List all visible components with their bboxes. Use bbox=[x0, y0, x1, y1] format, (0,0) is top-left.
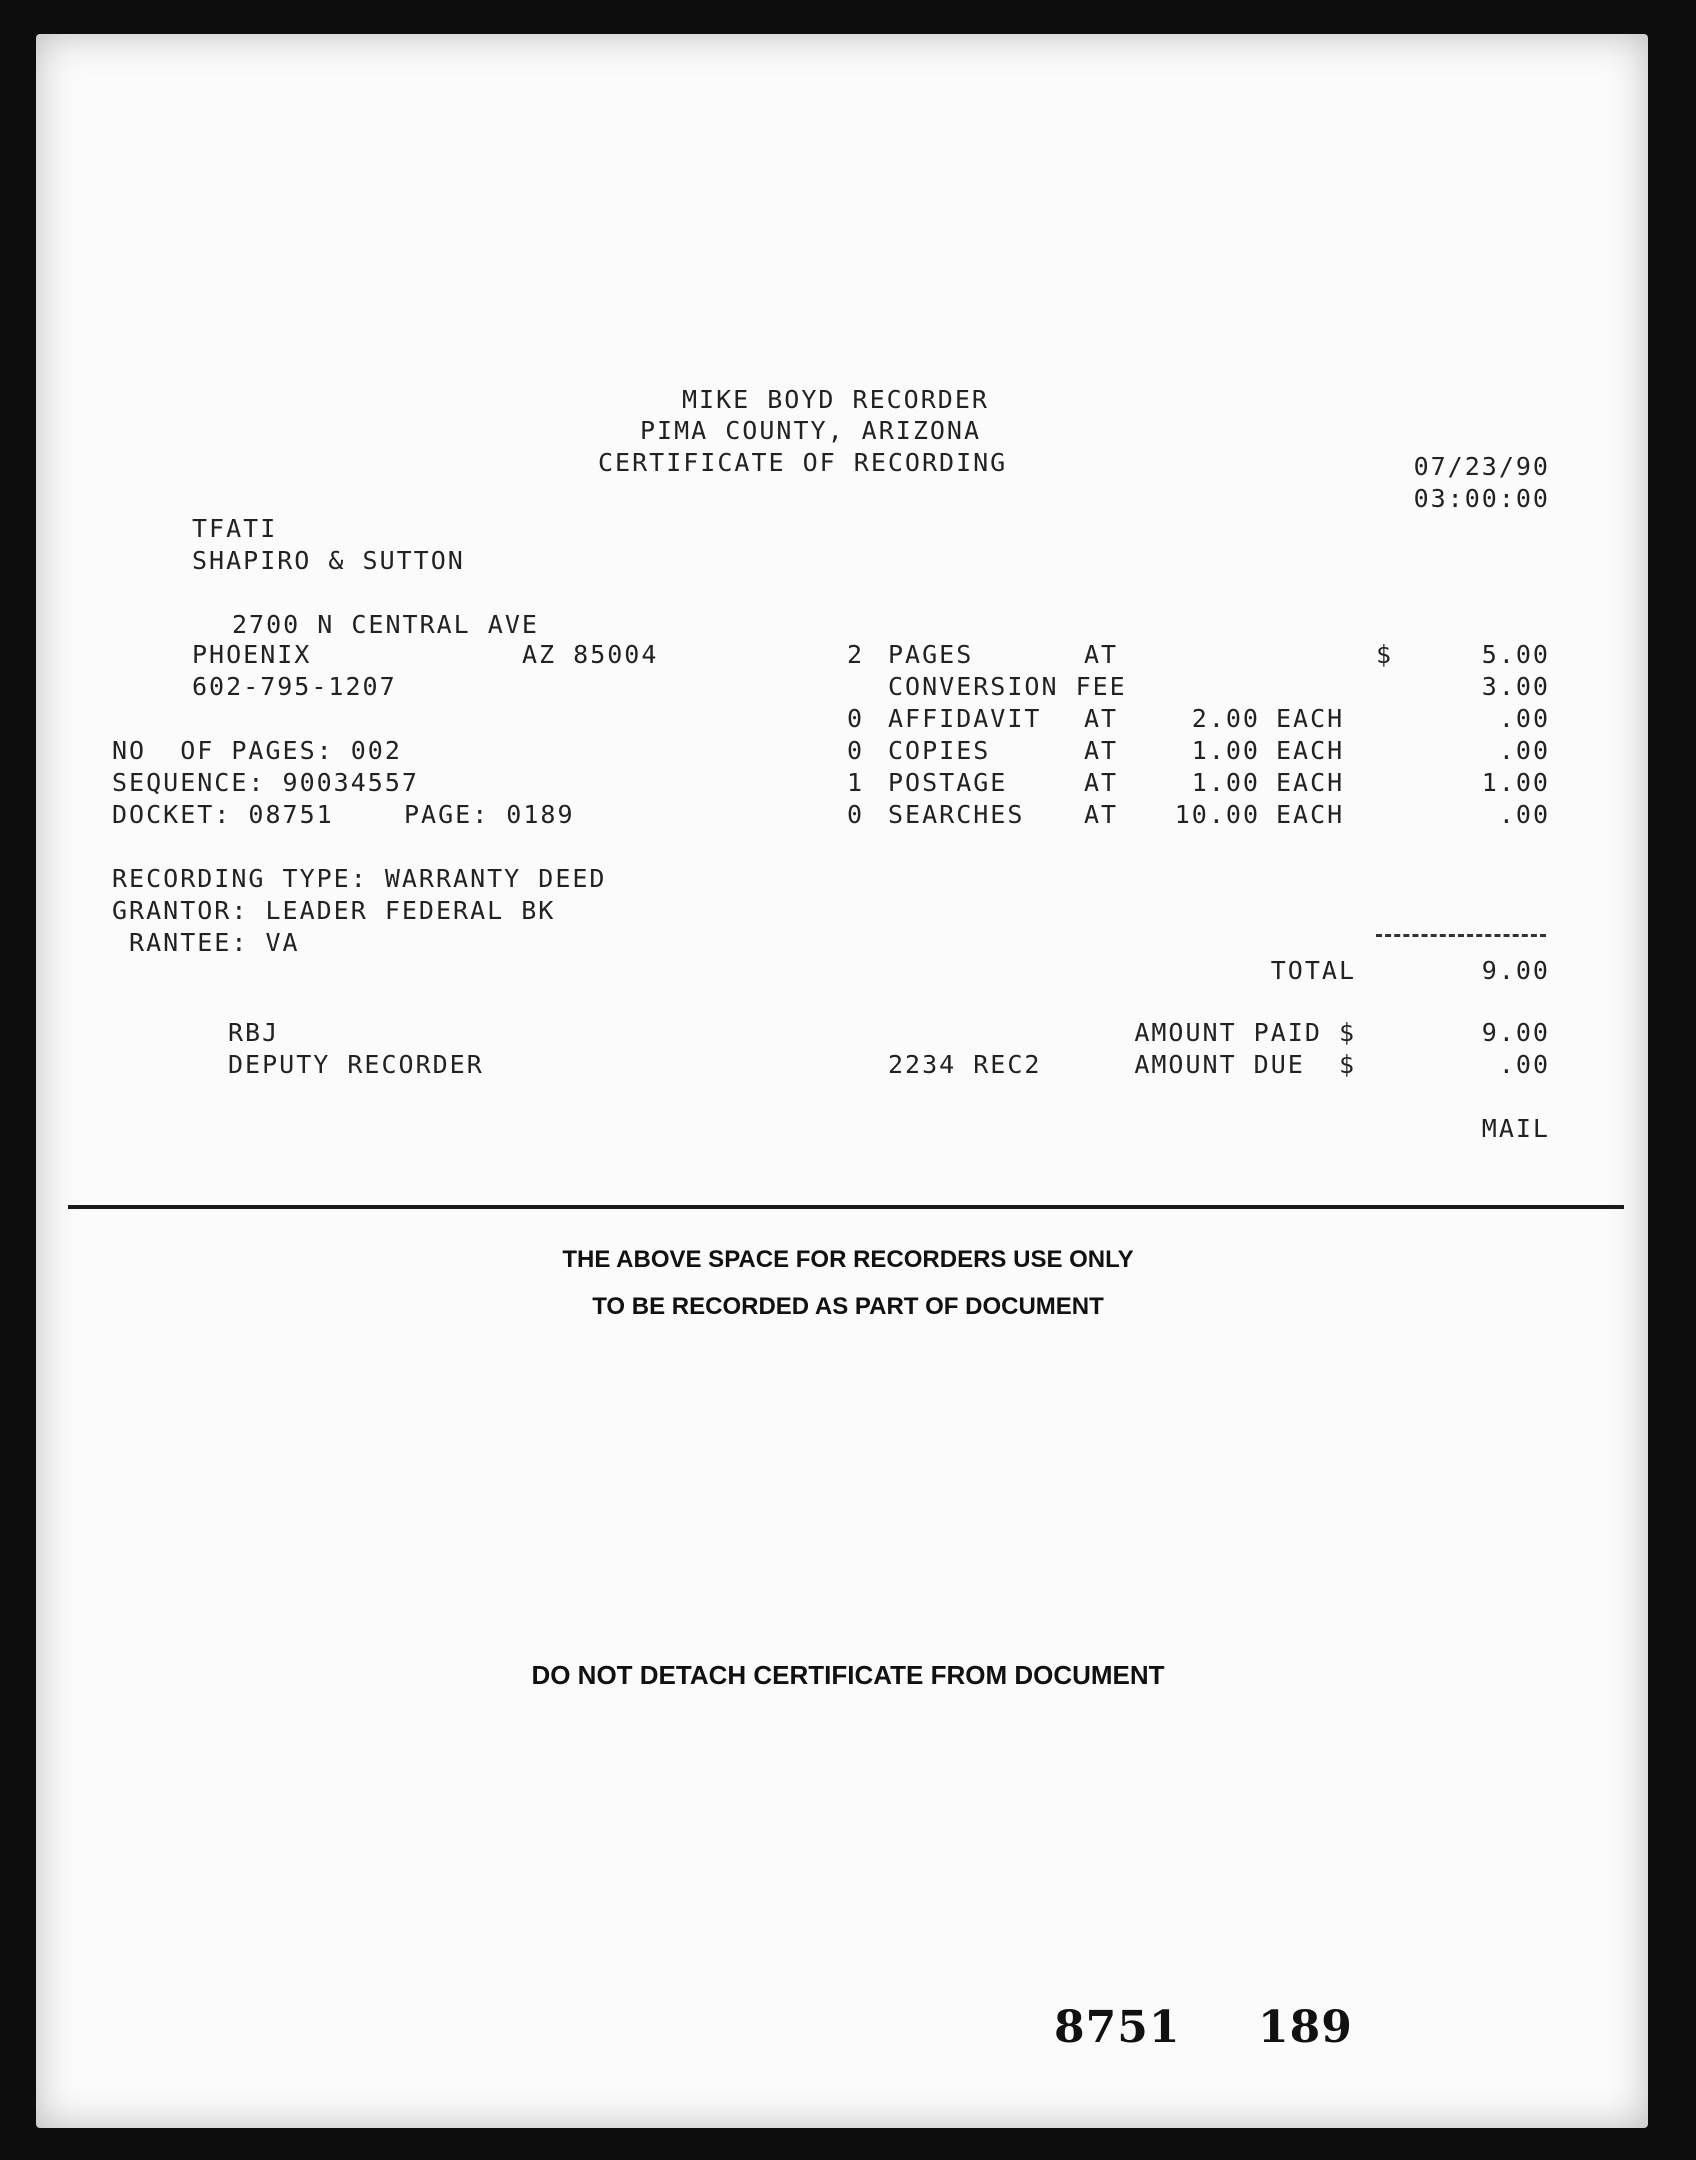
fee-qty: 1 bbox=[846, 768, 864, 797]
fee-rate: 1.00 bbox=[1191, 736, 1260, 765]
docket-page: PAGE: 0189 bbox=[404, 800, 575, 829]
fee-item: SEARCHES bbox=[888, 800, 1025, 829]
addressee-line1: TFATI bbox=[192, 514, 278, 543]
addressee-city: PHOENIX bbox=[192, 640, 312, 669]
addressee-phone: 602-795-1207 bbox=[192, 672, 397, 701]
county-name: PIMA COUNTY, ARIZONA bbox=[640, 416, 982, 445]
deputy-station: 2234 REC2 bbox=[888, 1050, 1042, 1079]
fee-qty: 0 bbox=[846, 736, 864, 765]
total-dash-rule bbox=[1376, 934, 1546, 937]
addressee-street: 2700 N CENTRAL AVE bbox=[232, 610, 539, 639]
fee-rate: 10.00 bbox=[1174, 800, 1260, 829]
fee-amount: .00 bbox=[1498, 736, 1550, 765]
amount-paid-label: AMOUNT PAID $ bbox=[1134, 1018, 1356, 1047]
total-value: 9.00 bbox=[1481, 956, 1550, 985]
fee-item: CONVERSION FEE bbox=[888, 672, 1127, 701]
amount-paid-value: 9.00 bbox=[1481, 1018, 1550, 1047]
deputy-title: DEPUTY RECORDER bbox=[228, 1050, 484, 1079]
fee-rate: 2.00 bbox=[1191, 704, 1260, 733]
notice-do-not-detach: DO NOT DETACH CERTIFICATE FROM DOCUMENT bbox=[531, 1660, 1165, 1690]
fee-amount: 3.00 bbox=[1481, 672, 1550, 701]
fee-amount: .00 bbox=[1498, 800, 1550, 829]
fee-item: AFFIDAVIT bbox=[888, 704, 1042, 733]
number-of-pages: NO OF PAGES: 002 bbox=[112, 736, 402, 765]
divider-line bbox=[68, 1205, 1624, 1209]
fee-at: AT bbox=[1084, 640, 1119, 669]
grantor: GRANTOR: LEADER FEDERAL BK bbox=[112, 896, 556, 925]
certificate-sheet bbox=[36, 34, 1648, 2128]
fee-amount: 5.00 bbox=[1481, 640, 1550, 669]
fee-rate: 1.00 bbox=[1191, 768, 1260, 797]
total-label: TOTAL bbox=[1270, 956, 1356, 985]
fee-qty: 0 bbox=[846, 704, 864, 733]
grantee: RANTEE: VA bbox=[112, 928, 300, 957]
recorder-name: MIKE BOYD RECORDER bbox=[682, 385, 989, 414]
fee-at: AT bbox=[1084, 704, 1119, 733]
certificate-title: CERTIFICATE OF RECORDING bbox=[598, 448, 1008, 477]
fee-currency: $ bbox=[1376, 640, 1394, 669]
record-time: 03:00:00 bbox=[1413, 484, 1550, 513]
recording-type: RECORDING TYPE: WARRANTY DEED bbox=[112, 864, 607, 893]
fee-each: EACH bbox=[1276, 800, 1345, 829]
record-date: 07/23/90 bbox=[1413, 452, 1550, 481]
stamp-page-number: 189 bbox=[1258, 2002, 1353, 2053]
addressee-line2: SHAPIRO & SUTTON bbox=[192, 546, 465, 575]
stamp-docket-number: 8751 bbox=[1054, 2002, 1181, 2053]
amount-due-value: .00 bbox=[1498, 1050, 1550, 1079]
fee-amount: .00 bbox=[1498, 704, 1550, 733]
fee-each: EACH bbox=[1276, 768, 1345, 797]
notice-part-of-document: TO BE RECORDED AS PART OF DOCUMENT bbox=[592, 1293, 1104, 1320]
fee-at: AT bbox=[1084, 736, 1119, 765]
docket-number: DOCKET: 08751 bbox=[112, 800, 334, 829]
addressee-state-zip: AZ 85004 bbox=[522, 640, 659, 669]
fee-qty: 0 bbox=[846, 800, 864, 829]
fee-amount: 1.00 bbox=[1481, 768, 1550, 797]
sequence-number: SEQUENCE: 90034557 bbox=[112, 768, 419, 797]
fee-item: PAGES bbox=[888, 640, 974, 669]
amount-due-label: AMOUNT DUE $ bbox=[1134, 1050, 1356, 1079]
fee-item: POSTAGE bbox=[888, 768, 1008, 797]
fee-at: AT bbox=[1084, 768, 1119, 797]
fee-each: EACH bbox=[1276, 736, 1345, 765]
fee-qty: 2 bbox=[846, 640, 864, 669]
fee-item: COPIES bbox=[888, 736, 991, 765]
fee-each: EACH bbox=[1276, 704, 1345, 733]
delivery-method: MAIL bbox=[1481, 1114, 1550, 1143]
deputy-initials: RBJ bbox=[228, 1018, 280, 1047]
notice-recorders-use: THE ABOVE SPACE FOR RECORDERS USE ONLY bbox=[562, 1246, 1134, 1273]
fee-at: AT bbox=[1084, 800, 1119, 829]
